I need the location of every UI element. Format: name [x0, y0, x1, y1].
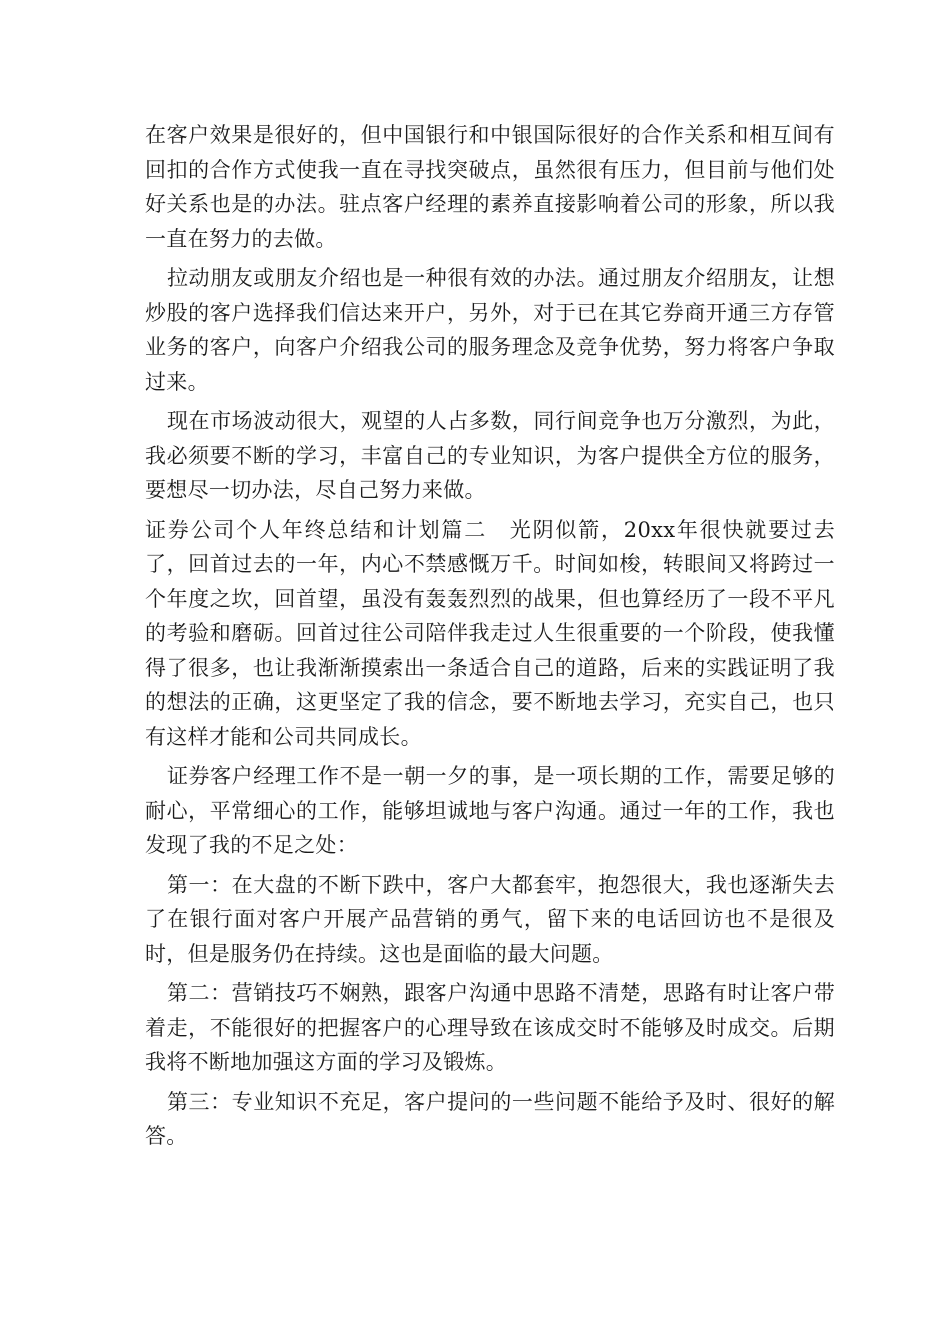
paragraph-point-two: 第二：营销技巧不娴熟，跟客户沟通中思路不清楚，思路有时让客户带着走，不能很好的把握客户的心理导致在该成交时不能够及时成交。后期我将不断地加强这方面的学习及锻炼。 — [145, 981, 835, 1074]
paragraph-section-two: 证券公司个人年终总结和计划篇二 光阴似箭，20xx年很快就要过去了，回首过去的一年，内心不禁感慨万千。时间如梭，转眼间又将跨过一个年度之坎，回首望，虽没有轰轰烈烈的战果，但也算经历了一段不平凡的考验和磨砺。回首过往公司陪伴我走过人生很重要的一个阶段，使我懂得了很多，也让我渐渐摸索出一条适合自己的道路，后来的实践证明了我的想法的正确，这更坚定了我的信念，要不断地去学习，充实自己，也只有这样才能和公司共同成长。 — [145, 517, 835, 749]
paragraph-shortcomings-intro: 证券客户经理工作不是一朝一夕的事，是一项长期的工作，需要足够的耐心，平常细心的工作，能够坦诚地与客户沟通。通过一年的工作，我也发现了我的不足之处： — [145, 764, 835, 857]
paragraph-point-three: 第三：专业知识不充足，客户提问的一些问题不能给予及时、很好的解答。 — [145, 1089, 835, 1148]
paragraph-friends-referral: 拉动朋友或朋友介绍也是一种很有效的办法。通过朋友介绍朋友，让想炒股的客户选择我们信达来开户，另外，对于已在其它券商开通三方存管业务的客户，向客户介绍我公司的服务理念及竞争优势，努力将客户争取过来。 — [145, 266, 835, 394]
paragraph-continuation: 在客户效果是很好的，但中国银行和中银国际很好的合作关系和相互间有回扣的合作方式使我一直在寻找突破点，虽然很有压力，但目前与他们处好关系也是的办法。驻点客户经理的素养直接影响着公司的形象，所以我一直在努力的去做。 — [145, 123, 835, 251]
document-page — [145, 118, 835, 1159]
paragraph-point-one: 第一：在大盘的不断下跌中，客户大都套牢，抱怨很大，我也逐渐失去了在银行面对客户开展产品营销的勇气，留下来的电话回访也不是很及时，但是服务仍在持续。这也是面临的最大问题。 — [145, 872, 835, 966]
paragraph-market-competition: 现在市场波动很大，观望的人占多数，同行间竞争也万分激烈，为此，我必须要不断的学习，丰富自己的专业知识，为客户提供全方位的服务，要想尽一切办法，尽自己努力来做。 — [145, 409, 835, 502]
